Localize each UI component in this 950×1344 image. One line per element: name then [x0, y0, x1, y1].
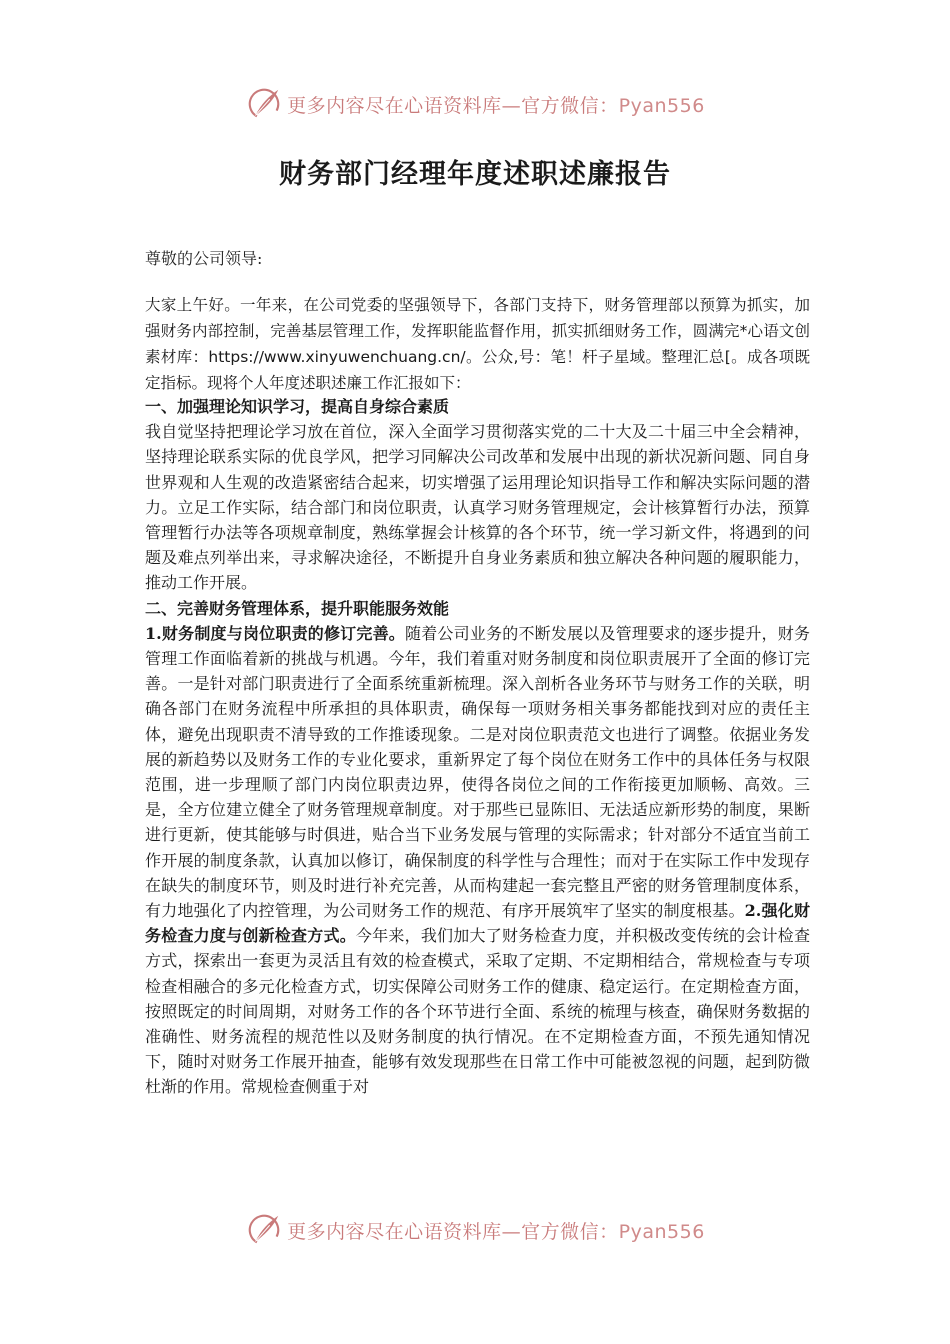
section-2-paragraph [145, 621, 810, 1100]
watermark-text: 更多内容尽在心语资料库—官方微信：Pyan556 [287, 1220, 705, 1243]
quill-logo-icon [245, 1211, 283, 1249]
watermark-banner-top [0, 84, 950, 124]
watermark-banner-bottom [0, 1210, 950, 1250]
watermark-text: 更多内容尽在心语资料库—官方微信：Pyan556 [287, 94, 705, 117]
subsection-2-body: 今年来，我们加大了财务检查力度，并积极改变传统的会计检查方式，探索出一套更为灵活且有效的检查模式，采取了定期、不定期相结合，常规检查与专项检查相融合的多元化检查方式，切实保障公司财务工作的健康、稳定运行。在定期检查方面，按照既定的时间周期，对财务工作的各个环节进行全面、系统的梳理与核查，确保财务数据的准确性、财务流程的规范性以及财务制度的执行情况。在不定期检查方面，不预先通知情况下，随时对财务工作展开抽查，能够有效发现那些在日常工作中可能被忽视的问题，起到防微杜渐的作用。常规检查侧重于对 [145, 926, 810, 1097]
greeting: 尊敬的公司领导: [145, 249, 263, 268]
section-heading-2: 二、完善财务管理体系，提升职能服务效能 [145, 598, 450, 618]
subsection-1-title: 1.财务制度与岗位职责的修订完善。 [145, 623, 406, 643]
section-heading-1: 一、加强理论知识学习，提高自身综合素质 [145, 397, 450, 416]
watermark-handle: Pyan556 [618, 94, 705, 117]
document-title: 财务部门经理年度述职述廉报告 [279, 159, 671, 190]
quill-logo-icon [245, 85, 283, 123]
report-body [145, 394, 810, 1100]
section-1-paragraph: 我自觉坚持把理论学习放在首位，深入全面学习贯彻落实党的二十大及二十届三中全会精神，坚持理论联系实际的优良学风，把学习同解决公司改革和发展中出现的新状况新问题、同自身世界观和人生观的改造紧密结合起来，切实增强了运用理论知识指导工作和解决实际问题的潜力。立足工作实际，结合部门和岗位职责，认真学习财务管理规定，会计核算暂行办法，预算管理暂行办法等各项规章制度，熟练掌握会计核算的各个环节，统一学习新文件，将遇到的问题及难点列举出来，寻求解决途径，不断提升自身业务素质和独立解决各种问题的履职能力，推动工作开展。 [145, 422, 810, 593]
subsection-2-title: 2.强化财务检查力度与创新检查方式。 [145, 901, 810, 946]
watermark-handle: Pyan556 [618, 1220, 705, 1243]
intro-paragraph: 大家上午好。一年来，在公司党委的坚强领导下，各部门支持下，财务管理部以预算为抓实，加强财务内部控制，完善基层管理工作，发挥职能监督作用，抓实抓细财务工作，圆满完*心语文创素材库：https://www.xinyuwenchuang.cn/。公众,号：笔！杆子星域。整理汇总[。成各项既定指标。现将个人年度述职述廉工作汇报如下： [145, 296, 810, 392]
subsection-1-body: 随着公司业务的不断发展以及管理要求的逐步提升，财务管理工作面临着新的挑战与机遇。今年，我们着重对财务制度和岗位职责展开了全面的修订完善。一是针对部门职责进行了全面系统重新梳理。深入剖析各业务环节与财务工作的关联，明确各部门在财务流程中所承担的具体职责，确保每一项财务相关事务都能找到对应的责任主体，避免出现职责不清导致的工作推诿现象。二是对岗位职责范文也进行了调整。依据业务发展的新趋势以及财务工作的专业化要求，重新界定了每个岗位在财务工作中的具体任务与权限范围，进一步理顺了部门内岗位职责边界，使得各岗位之间的工作衔接更加顺畅、高效。三是，全方位建立健全了财务管理规章制度。对于那些已显陈旧、无法适应新形势的制度，果断进行更新，使其能够与时俱进，贴合当下业务发展与管理的实际需求；针对部分不适宜当前工作开展的制度条款，认真加以修订，确保制度的科学性与合理性；而对于在实际工作中发现存在缺失的制度环节，则及时进行补充完善，从而构建起一套完整且严密的财务管理制度体系，有力地强化了内控管理，为公司财务工作的规范、有序开展筑牢了坚实的制度根基。 [145, 623, 810, 921]
